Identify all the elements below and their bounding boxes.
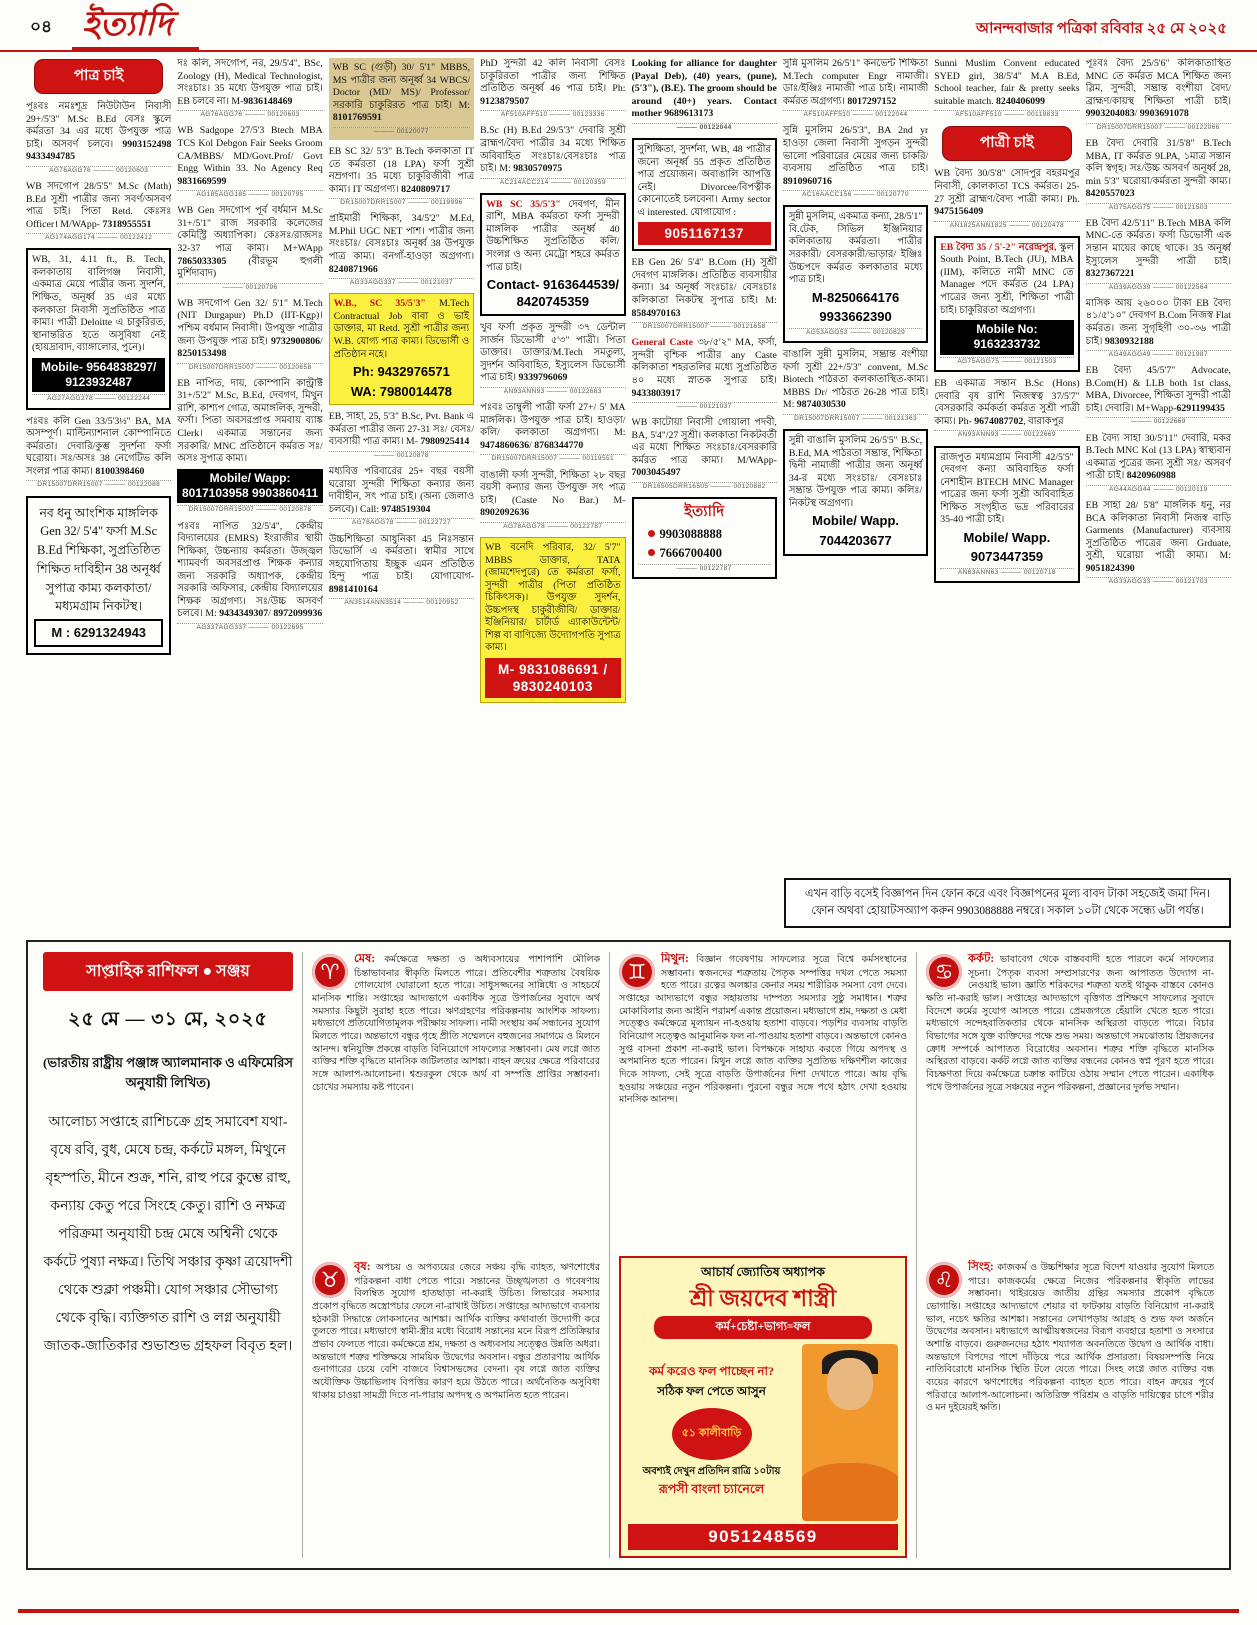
phone-bar: WA: 7980014478 (350, 383, 453, 399)
horoscope-column-1 (302, 952, 609, 1558)
ad-code: DR15007DRR15007 ——— 00119551 (480, 454, 625, 463)
ad-text: WB SC (গুড়ী) 30/ 5'1" MBBS, MS পাত্রীর জন্য অনূর্ধ্ব 34 WBCS/ Doctor (MD/ MS)/ Professor/ সরকারি চাকুরিরত পাত্র চাই। M: 8101769591 (332, 62, 471, 124)
classified-ad (329, 58, 474, 140)
ad-code: DR15007DRR15007 ——— 00120878 (177, 505, 322, 514)
zodiac-name: বৃষ: (354, 1261, 371, 1273)
zodiac-name: মিথুন: (661, 953, 689, 965)
ad-text: EB নাপিত, দায়, কোম্পানি কান্ট্রাক্ট 31+/5'2" M.Sc, B.Ed, দেবগণ, মিথুন রাশি, কাশ্যপ গোত্র, অমাঙ্গলিক, সুন্দরী, ফর্সা। পিতা অবসরপ্রাপ্ত সমবায় ব্যাঙ্ক Clerk। একমাত্র সন্তানের জন্য সরকারি/ MNC প্রতিষ্ঠানে কর্মরত সঃ/অসঃ সুপাত্র কাম্য। (177, 377, 323, 465)
zodiac-name: কর্কট: (968, 953, 995, 965)
zodiac-text: কাজকর্ম ও উচ্চশিক্ষার সূত্রে বিদেশ যাওয়ার সুযোগ মিলতে পারে। কাজকর্মের ক্ষেত্রে নিজের পরিকল্পনার স্বীকৃতি লাভের সম্ভাবনা। থাইরয়েড জাতীয় গ্রন্থির সমস্যার প্রকোপ বৃদ্ধিতে ভোগান্তি। সপ্তাহের আদ্যভাগে শেয়ার বা ফাটকায় বাড়তি বিনিয়োগ না-করাই ভাল, নচেৎ ক্ষতির আশঙ্কা। সন্তানের লেখাপড়ায় আগ্রহ ও শুভ ফল অর্জনে উদ্বেগের অবসান। মধ্যভাগে আত্মীয়স্বজনের বিরূপ ব্যবহারে হতাশা ও সংসারে অশান্তি বাড়বে। গুরুজনদের হঠাৎ শয্যাগত অবনতিতে উদ্বেগ ও আর্থিক বাধা। অন্তভাগে বিপদের পাশে দাঁড়িয়ে পরে আর্থিক প্রসারতা। বিষয়সম্পত্তি নিয়ে নাতিবিরোধে মানসিক স্থিতি টলে যেতে পারে। সিংহ লগ্নে জাত ব্যক্তির বন্ধ ব্যয়ের কারণে ঋণশোধের পরিকল্পনা ব্যাহত হতে পারে। বাহন ক্রয়ের পূর্বে পরিবারে আলাপ-আলোচনা। অতিরিক্ত পরিশ্রম ও বাড়তি দায়িত্বের চাপে শরীর ও মন দুইয়েরই ক্ষতি। (926, 1263, 1214, 1414)
phone-bar: M : 6291324943 (34, 619, 163, 647)
ad-text: বাঙালী ফর্সা সুন্দরী, শিক্ষিতা ২৮ বছর বয়সী কন্যার জন্য উপযুক্ত সৎ পাত্র চাই। (Caste No Bar.) M- 8902092636 (480, 469, 626, 519)
astrologer-name: শ্রী জয়দেব শাস্ত্রী (689, 1286, 837, 1311)
ad-code: AG33AGG337 ——— 00121037 (329, 278, 474, 287)
zodiac-name: সিংহ: (968, 1261, 994, 1273)
page-number: ০৪ (30, 17, 53, 36)
ad-text: EB বৈদ্য 42/5'11" B.Tech MBA কলি MNC-তে কর্মরত। ফর্সা ডিভোর্সী এক সন্তান মায়ের কাছে থাকে। 35 অনূর্ধ্ব ইস্যুলেস সুন্দরী পাত্রী চাই। 8327367221 (1085, 217, 1231, 280)
classified-ad (1086, 58, 1231, 132)
astrologer-pitch-2: সঠিক ফল পেতে আসুন (657, 1383, 766, 1398)
ad-code: DR15007DRR15007 ——— 00122088 (26, 480, 171, 489)
bullet-icon (648, 549, 655, 556)
ad-code: DR16505DRR16505 ——— 00120882 (632, 482, 777, 491)
ad-text: WB Gen সদগোপ পূর্ব বর্ধমান M.Sc 31+/5'1" রাজ সরকারি কলেজের কেমিস্ট্রি অধ্যাপিকা। কেঃসঃ/রাজসঃ 32-37 পাত্র কাম্য। M+WApp 7865033305 (বীরভূম হুগলী মুর্শিদাবাদ) (177, 205, 323, 280)
classified-ad (632, 417, 777, 491)
ad-text: খুব ফর্সা প্রকৃত সুন্দরী ৩৭ ডেন্টাল সার্জন ডিভোর্সী ৫'৩" পাত্রী। পিতা ডাক্তার। ডাক্তার/M.Tech সমতুল্য, সুদর্শন অবিবাহিত, ইস্যুলেস ডিভোর্সী পাত্র চাই। 9339796069 (480, 322, 626, 384)
horoscope-note: (ভারতীয় রাষ্ট্রীয় পঞ্জাঙ্গ অ্যালমানাক ও এফিমেরিস অনুযায়ী লিখিত) (43, 1055, 293, 1091)
classified-ad (177, 298, 322, 372)
zodiac-icon: ♋ (926, 954, 962, 990)
classified-ad (480, 193, 625, 316)
classified-column (783, 58, 928, 930)
ad-code: ——— 00121037 (632, 402, 777, 411)
ad-code: AG49AGG49 ——— 00121987 (1086, 350, 1231, 359)
zodiac-text: বিজ্ঞান গবেষণায় সাফল্যের সূত্রে বিশ্বে কর্মসংস্থানের সম্ভাবনা। স্বজনদের শত্রুতায় পৈতৃক সম্পত্তির দখল পেতে সমস্যা হতে পারে। রত্নের অলঙ্কার কেনার সময় শারীরিক সমস্যা বেগ দেবে। সপ্তাহের আদ্যভাগে বন্ধুর সহায়তায় দাম্পত্য সমস্যার সুষ্ঠু সমাধান। শত্রুর মোকাবিলার জন্য আইনি পরামর্শ একান্ত প্রয়োজন। মধ্যভাগে শ্রম, দক্ষতা ও মেধা সত্ত্বেও কর্মক্ষেত্রে মূল্যায়ন না-হওয়ায় হতাশা বাড়বে। পড়শির ব্যবসায় বাড়তি বিনিয়োগ সত্ত্বেও আনুমানিক ফল না-পাওয়ায় হতাশা বাড়বে। অন্তভাগে কোনও সুপ্ত বাসনা প্রকাশ না-করাই ভাল। বিপক্ষকে সাহায্য করতে গিয়ে অপদস্থ ও অপমানিত হতে পারেন। মিথুন লগ্নে জাত ব্যক্তির সুপ্রতিভ দক্ষিণশীল কাজের দিকে সাফল্য, সেই সূত্রে বাড়তি উপার্জনের দিশা দেখাতে পারে। আয় বৃদ্ধি হওয়ায় সঞ্চয়ের নতুন পরিকল্পনা। পুরনো বন্ধুর সঙ্গে পথে হঠাৎ দেখা হওয়ায় মানসিক আনন্দ। (619, 955, 907, 1106)
ad-text: EB, সাহা, 25, 5'3" B.Sc, Pvt. Bank এ কর্মরতা পাত্রীর জন্য 27-31 সঃ/ বেসঃ/ ব্যবসায়ী পাত্র কাম্য। M- 7980925414 (328, 411, 475, 448)
ad-code: DR15007DRR15007 ——— 00122066 (1086, 123, 1231, 132)
ad-text: দেবগণ, মীন রাশি, MBA কর্মরতা ফর্সা সুন্দরী মাঙ্গলিক পাত্রীর অনূর্ধ্ব 40 উচ্চশিক্ষিত সুপ্রতিষ্ঠিত কলি/ সংলগ্ন ও অন্য মেট্রো শহরে কর্মরত পাত্র চাই। (486, 198, 620, 273)
ad-code: AG185AGG185 ——— 00120795 (177, 190, 322, 199)
ad-code: DR15007DRR15007 ——— 00121658 (632, 322, 777, 331)
classified-ad (177, 521, 322, 633)
zodiac-name: মেষ: (354, 953, 376, 965)
classified-ad (177, 125, 322, 199)
classified-column (329, 58, 474, 930)
phone-bar: 7044203677 (819, 532, 892, 548)
bottom-rule (18, 1609, 1239, 1613)
ad-code: AG76AGG76 ——— 00120603 (26, 166, 171, 175)
classified-ad (329, 534, 474, 608)
photo-face-shape (827, 1358, 873, 1410)
horoscope-intro-column (34, 952, 302, 1558)
ad-text: সুন্নী মুসলিম, একমাত্র কন্যা, 28/5'1" বি.টেক, সিভিল ইঞ্জিনিয়ার কলিকাতায় কর্মরতা। পাত্রীর সরকারী/ বেসরকারী/ভাড়ার/ ইঞ্জিঃ উচ্চপদে কর্মরত কলকাতার মধ্যে পাত্র চাই। (788, 211, 923, 286)
notice-box: এখন বাড়ি বসেই বিজ্ঞাপন দিন ফোন করে এবং বিজ্ঞাপনের মূল্য বাবদ টাকা সহজেই জমা দিন। ফোন অথবা হোয়াটসঅ্যাপ করুন 9903088888 নম্বরে। সকাল ১০টা থেকে সন্ধ্যে ৬টা পর্যন্ত। (784, 878, 1231, 928)
ad-code: AN93ANN93 ——— 00122663 (480, 387, 625, 396)
phone-bar: 9933662390 (819, 309, 892, 325)
section-header-groom: পাত্র চাই (34, 59, 163, 94)
ad-text: পঃবঃ নাপিত 32/5'4", কেন্দ্রীয় বিদ্যালয়ের (EMRS) ইংরাজীর স্থায়ী শিক্ষিকা, উচ্চন্যায় কর্মরতা। উজ্জ্বল শ্যামবর্ণা অবসরপ্রাপ্ত শিক্ষক কন্যার জন্য সরকারি অধ্যাপক, কেন্দ্রীয় সরকারি অফিসার, কেন্দ্রীয় বিদ্যালয়ের শিক্ষক অগ্রগণ্য। সঃ/উচ্চ অসবর্ণ চলবে। M: 9434349307/ 8972099936 (177, 520, 323, 620)
classified-ad (783, 205, 928, 343)
ad-code: AG76AGG76 ——— 00120603 (177, 110, 322, 119)
ad-text: সুন্নি মুসলিম 26/5'3", BA 2nd yr হাওড়া জেলা নিবাসী সুগড়ন সুন্দরী ভালো পরিবারের মেয়ের জন্য চাকরি/ব্যবসায় প্রতিষ্ঠিত পাত্র চাই। 8910960716 (782, 125, 929, 187)
ad-text: EB Gen 26/ 5'4" B.Com (H) সুশ্রী দেবগণ মাঙ্গলিক। প্রতিষ্ঠিত ব্যবসায়ীর কন্যা। 34 অনূর্ধ্ব সংঃচাঃ/ বেসঃচাঃ কলিকাতা নিকটস্থ সুপাত্র চাই। M: 8584970163 (631, 257, 777, 319)
classified-column (177, 58, 322, 930)
phone-bar: Ph: 9432976571 (353, 364, 450, 380)
horoscope-section (26, 940, 1231, 1570)
classified-ad (480, 322, 625, 396)
ad-text: দঃ কলি, সদগোপ, নর, 29/5'4", BSc, Zoology (H), Medical Technologist, সংঃচাঃ। 35 মধ্যে উপযুক্ত পাত্র চাই। EB চলবে না। M-9836148469 (177, 58, 323, 107)
horoscope-date-range: ২৫ মে — ৩১ মে, ২০২৫ (68, 1009, 268, 1030)
classified-ad (480, 537, 625, 703)
classified-ad (934, 378, 1079, 439)
ad-code: AG174AGG174 ——— 00122412 (26, 233, 171, 242)
classifieds-section (26, 58, 1231, 930)
classified-ad (26, 496, 171, 655)
ad-code: ——— 00120796 (177, 283, 322, 292)
phone-bar: M-8250664176 (811, 289, 900, 305)
ad-lead: WB SC 35/5'3" (486, 198, 561, 210)
contact-number: 7666700400 (648, 545, 771, 561)
classified-ad (1086, 218, 1231, 292)
ad-code: AN63ANN63 ——— 00120718 (940, 568, 1073, 577)
ad-text: EB একমাত্র সন্তান B.Sc (Hons) দেবারি বৃষ রাশি নিজস্বত্ব 37/5'7" বেসরকারি কর্মকর্তা কর্মরত সুশ্রী পাত্রী কাম্য। Ph- 9674087702, বারাকপুর (934, 378, 1080, 427)
ad-code: AG27AGG278 ——— 00122244 (32, 394, 165, 403)
classified-ad (783, 349, 928, 423)
ad-code: AN93ANN93 ——— 00122669 (934, 430, 1079, 439)
zodiac-icon: ♊ (619, 954, 655, 990)
horoscope-column-2 (609, 952, 916, 1558)
classified-ad (480, 58, 625, 119)
ad-text: EB সাহা 28/ 5'8" মাঙ্গলিক ধনু, নর BCA কলিকাতা নিবাসী নিজস্ব বাড়ি Garments (Manufacturer) ব্যবসায় সুপ্রতিষ্ঠিত পাত্রের জন্য Grduate, সুশ্রী, ঘরোয়া পাত্রী কাম্য। M: 9051824390 (1085, 500, 1231, 574)
ad-text: WB বৈদ্য 30/5'8" সোদপুর বহরমপুর নিবাসী, কোলকাতা TCS কর্মরত। 25-27 সুশ্রী ব্রাহ্মণ/বৈদ্য পাত্রী কাম্য। Ph. 9475156409 (934, 168, 1080, 218)
ad-code: ——— 00122044 (632, 123, 777, 132)
classified-ad (26, 101, 171, 175)
classified-ad (1086, 500, 1231, 587)
section-title: ইত্যাদি (72, 8, 199, 50)
phone-bar: M- 9831086691 / 9830240103 (485, 658, 620, 699)
ad-text: বাঙালি সুন্নী মুসলিম, সম্ভ্রান্ত বংশীয়া ফর্সা সুশ্রী 22+/5'3" convent, M.Sc Biotech পাঠরতা কলকাতাস্থিত-কাম্য। MBBS Dr/ পাঠরত 26-28 পাত্র চাই। M: 9874030530 (782, 349, 929, 411)
ad-code: DR15007DRR15007 ——— 00121363 (783, 414, 928, 423)
astrologer-ad (619, 1256, 907, 1558)
classified-ad (783, 58, 928, 119)
ad-text: মধ্যবিত্ত পরিবারের 25+ বছর বয়সী ঘরোয়া সুন্দরী শিক্ষিতা কন্যার জন্য দাবীহীন, সৎ পাত্র চাই। (অন্য জেলাও চলবে)। Call: 9748519304 (328, 466, 475, 515)
classified-ad (26, 416, 171, 490)
ad-text: EB বৈদ্য সাহা 30/5'11" দেবারি, মকর B.Tech MNC Kol (13 LPA) স্বাস্থ্যবান একমাত্র পুত্রের জন্য সুশ্রী সঃ/ অসবর্ণ পাত্রী চাই। 8420960988 (1085, 432, 1231, 482)
ad-text: ৩৮/৫'২" MA, ফর্সা, সুন্দরী বৃশ্চিক পাত্রীর any Caste কলিকাতা শহরতলির মধ্যে সুপ্রতিষ্ঠিত ৪০ মধ্যে স্নাতক সুপাত্র চাই। 9433803917 (631, 337, 777, 399)
classified-ad (632, 257, 777, 331)
classified-ad (632, 337, 777, 411)
ad-code: AG78AGG78 ——— 00122787 (480, 522, 625, 531)
classified-ad (632, 138, 777, 251)
ad-code: AG337AGG337 ——— 00122695 (177, 623, 322, 632)
phone-bar: Mobile No: 9163233732 (940, 320, 1073, 355)
ad-text: PhD সুন্দরী 42 কলি নিবাসী বেসঃ চাকুরিরতা পাত্রীর জন্য শিক্ষিত প্রতিষ্ঠিত অনূর্ধ্ব 46 পাত্র চাই। Ph: 9123879507 (480, 58, 626, 107)
astrologer-formula: কর্ম+চেষ্টা+ভাগ্য=ফল (654, 1316, 873, 1339)
zodiac-text: কর্মক্ষেত্রে দক্ষতা ও অধ্যবসায়ের পাশাপাশি মৌলিক চিন্তাভাবনার স্বীকৃতি মিলতে পারে। প্রতিবেশীর শত্রুতায় বৈষয়িক গোলযোগ ঘোরালো হতে পারে। সাধুসজ্জনের সান্নিধ্যে ও সাহচর্যে মানসিক শান্তি। সপ্তাহের আদ্যভাগে একাধিক সূত্রে উপার্জনের সুবাদে অর্থ সমস্যার কিছুটা সুরাহা হতে পারে। ঋণগ্রহণের পরিকল্পনায় আংশিক সাফল্য। মধ্যভাগে প্রতিযোগিতামূলক পরীক্ষায় সাফল্য। নামী সংস্থায় কর্ম সন্ধানের সুযোগ মিলতে পারে। অন্তভাগে বন্ধুর গৃহে প্রীতি সম্মেলনে বহুজনের সমাগমে ও মিলনে আনন্দ। স্বনিযুক্তি প্রকল্পে বাড়তি বিনিয়োগে সাফল্যের সম্ভাবনা। মেষ লগ্নে জাত ব্যক্তির শক্তি বৃদ্ধিতে মানসিক জটিলতার আশঙ্কা। বাহন ক্রয়ের ক্ষেত্রে পরিবারের সঙ্গে আলাপ-আলোচনা। শ্বশুরকুল থেকে অর্থ বা সম্পত্তি প্রাপ্তির সম্ভাবনা। চোখের সমস্যায় কষ্ট পাবেন। (312, 955, 600, 1093)
ad-lead: General Caste (631, 337, 693, 349)
classified-ad (329, 411, 474, 460)
phone-bar: Mobile/ Wapp. (812, 513, 900, 529)
ad-text: EB SC 32/ 5'3" B.Tech কলকাতা IT তে কর্মরতা (18 LPA) ফর্সা সুশ্রী নম্রগণা। 35 মধ্যে চাকুরিজীবী পাত্র কাম্য। IT অগ্রগণ্য। 8240809717 (328, 145, 475, 195)
ad-code: AF510AFF510 ——— 00119833 (934, 110, 1079, 119)
classified-ad (177, 205, 322, 292)
ad-code: AG33AGG33 ——— 00121703 (1086, 577, 1231, 586)
ad-code: AN1825ANN1825 ——— 00120478 (934, 221, 1079, 230)
ad-text: WB বনেদি পরিবার, 32/ 5'7" MBBS ডাক্তার, TATA (জামশেদপুরে) তে কর্মরতা ফর্সা, সুন্দরী পাত্রীর (পিতা প্রতিষ্ঠিত চিকিৎসক)। উপযুক্ত সুদর্শন, উচ্চপদস্থ চাকুরীজীবি/ ডাক্তার/ ইঞ্জিনিয়ার/ চার্টার্ড এ্যাকাউন্টেন্ট/ শিল্প বা বাণিজ্যে উদ্যোগপতি সুপাত্র কাম্য। (485, 542, 621, 654)
bullet-icon (648, 530, 655, 537)
classified-column (480, 58, 625, 930)
astrologer-watch-note: অবশ্যই দেখুন প্রতিদিন রাত্রি ১০টায় (642, 1465, 781, 1477)
ad-code: AG39AGG39 ——— 00122564 (1086, 283, 1231, 292)
astrologer-photo (802, 1344, 898, 1521)
classified-ad (177, 378, 322, 515)
contact-number: 9903088888 (648, 526, 771, 542)
ad-code: DR15007DRR15007 ——— 00120658 (177, 363, 322, 372)
astrologer-phone: 9051248569 (628, 1524, 898, 1550)
classified-columns (26, 58, 1231, 930)
classified-column (632, 58, 777, 930)
ad-text: মাসিক আয় ২৬০০০ টাকা EB বৈদ্য ৪১/৫'১০" দেবগণ B.Com নিজস্ব Flat কর্মরত। জন্য সুগৃহিণী ৩০-৩৬ পাত্রী চাই। 9830932188 (1085, 297, 1231, 347)
ad-code: AF510AFF510 ——— 00122044 (783, 110, 928, 119)
zodiac-entry-gemini (619, 952, 907, 1246)
classified-column (1086, 58, 1231, 930)
phone-bar: 9051167137 (638, 222, 771, 245)
ad-lead: EB বৈদ্য 35 / 5'-2" নরেন্দ্রপুর, (940, 241, 1057, 253)
ad-text: WB সদগোপ Gen 32/ 5'1" M.Tech (NIT Durgapur) Ph.D (IIT-Kgp)। পশ্চিম বর্ধমান নিবাসী। উপযুক্ত পাত্রীর জন্য উপযুক্ত পাত্র চাই। 9732900806/ 8250153498 (177, 297, 323, 360)
ad-text: উচ্চশিক্ষিতা আধুনিকা 45 নিঃসন্তান ডিভোর্সি এ কর্মরতা। স্বামীর সাথে সহযোগিতায় ইচ্ছুক এমন প্রতিষ্ঠিত হিন্দু পাত্র চাই। যোগাযোগ- 8981410164 (328, 533, 475, 595)
classified-column (934, 58, 1079, 930)
ad-text: M.Tech Contractual Job বাবা ও ভাই ডাক্তার, মা Retd. সুশ্রী পাত্রীর জন্য W.B. যোগ্য পাত্র কাম্য। ডিভোর্সী ও প্রতিষ্ঠান নহে। (333, 298, 470, 360)
classified-ad (1086, 298, 1231, 359)
ad-code: AG53AGG53 ——— 00120829 (789, 328, 922, 337)
section-header-bride: পাত্রী চাই (942, 126, 1071, 161)
ad-text: WB Sadgope 27/5'3 Btech MBA TCS Kol Debgon Fair Seeks Groom CA/MBBS/ MD/Govt.Prof/ Govt Engg Within 33. No Agency Req 9831669599 (177, 125, 323, 187)
ad-code: ——— 00120077 (333, 127, 470, 136)
ad-text: সুন্নী বাঙালি মুসলিম 26/5'5" B.Sc, B.Ed, MA পাঠরতা সম্ভ্রান্ত, শিক্ষিতা দ্বিনী নামাজী পাত্রীর জন্য অনূর্ধ্ব 34-র মধ্যে সংঃচাঃ/ বেসঃচাঃ সম্ভ্রান্ত উপযুক্ত পাত্র কাম্য। কলিঃ/ নিকটস্থ অগ্রগণ্য। (788, 435, 923, 509)
classified-ad (934, 168, 1079, 229)
ad-text: EB বৈদ্য দেবারি 31/5'8" B.Tech MBA, IT কর্মরত 9LPA, ১মাত্র সন্তান কলি স্বগৃহ। সঃ/উচ্চ অসবর্ণ অনূর্ধ্ব 28, min 5'3" ঘরোয়া/কর্মরতা সুন্দরী কাম্য। 8420557023 (1085, 137, 1231, 200)
classified-ad (1086, 433, 1231, 494)
classified-ad (329, 146, 474, 207)
astrologer-pitch: কর্ম করেও ফল পাচ্ছেন না? (648, 1364, 775, 1379)
ad-text: WB কাটোয়া নিবাসী গোয়ালা পদবী, BA, 5'4"/27 সুশ্রী। কলকাতা নিকটবর্তী এর মধ্যে শিক্ষিত সংঃচাঃ/বেসরকারি কর্মরত পাত্র কাম্য। M/WApp-7003045497 (631, 417, 777, 479)
classified-ad (26, 181, 171, 242)
ad-code: AF510AFF510 ——— 00123336 (480, 110, 625, 119)
ad-code: AG75AGG75 ——— 00121503 (1086, 203, 1231, 212)
zodiac-entry-taurus (312, 1260, 600, 1558)
classified-ad (480, 402, 625, 463)
horoscope-intro: আলোচ্য সপ্তাহে রাশিচক্রে গ্রহ সমাবেশ যথা-বৃষে রবি, বুধ, মেষে চন্দ্র, কর্কটে মঙ্গল, মিথুনে বৃহস্পতি, মীনে শুক্র, শনি, রাহু পরে কুম্ভে রাহু, কন্যায় কেতু পরে সিংহে কেতু। রাশি ও নক্ষত্র পরিক্রমা অনুযায়ী চন্দ্র মেষে অশ্বিনী থেকে কর্কটে পুষ্যা নক্ষত্র। তিথি সঞ্চার কৃষ্ণা ত্রয়োদশী থেকে শুক্লা পঞ্চমী। যোগ সঞ্চার সৌভাগ্য থেকে বৃদ্ধি। ব্যক্তিগত রাশি ও লগ্ন অনুযায়ী জাতক-জাতিকার শুভাশুভ গ্রহফল বিবৃত হল। (43, 1115, 293, 1355)
classified-column (26, 58, 171, 930)
masthead: আনন্দবাজার পত্রিকা রবিবার ২৫ মে ২০২৫ (975, 21, 1227, 37)
classified-ad (329, 213, 474, 287)
horoscope-title: সাপ্ত়াহিক রাশিফল ● সঞ্জয় (43, 952, 293, 991)
classified-ad (1086, 138, 1231, 212)
classified-ad (934, 236, 1079, 372)
page-header (0, 0, 1257, 52)
ad-text: পূঃবঃ নমঃশূদ্র নিউটাউন নিবাসী 29+/5'3" M.Sc B.Ed বেসঃ স্কুলে কর্মরতা 34 এর মধ্যে উপযুক্ত পাত্র চাই। অসবর্ণ চলবে। 9903152498 9433494785 (26, 101, 172, 163)
ad-text: স্কুল South Point, B.Tech (JU), MBA (IIM), কলিতে নামী MNC তে Manager পদে কর্মরত (24 LPA) পাত্রের জন্য সুশ্রী, শিক্ষিতা পাত্রী চাই। চাকুরিরতা অগ্রগণ্য। (940, 241, 1074, 316)
ad-code: AC16AACC156 ——— 00120770 (783, 190, 928, 199)
zodiac-icon: ♉ (312, 1262, 348, 1298)
zodiac-icon: ♈ (312, 954, 348, 990)
ad-text: পঃবঃ কলি Gen 33/5'3½" BA, MA অসম্পূর্ণ। মাল্টিন্যাশনাল কোম্পানিতে কর্মরতা। দেবারি/কুম্ভ সুদর্শনা ফর্সা ঘরোয়া। সঃ/অসঃ 38 নেগেটিভ কলি সংলগ্ন পাত্র কাম্য। 8100398460 (26, 415, 172, 477)
ad-text: পূঃবঃ বৈদ্য 25/5'6" কলিকাতাস্থিত MNC তে কর্মরত MCA শিক্ষিত জন্য স্লিম, সুন্দরী, সম্ভ্রান্ত বংশীয়া বৈদ্য/ব্রাহ্মণ/কায়স্থ শিক্ষিতা পাত্রী চাই। 9903204083/ 9903691078 (1085, 58, 1231, 120)
horoscope-column-3 (916, 952, 1223, 1558)
classified-ad (934, 446, 1079, 584)
ad-code: AG78AGG78 ——— 00122727 (329, 518, 474, 527)
classified-ad (632, 58, 777, 132)
ad-text: পঃবঃ তাম্বুলী পাত্রী ফর্সা 27+/ 5' MA মাঙ্গলিক। উপযুক্ত পাত্র চাই। হাওড়া/ কলি/ কলকাতা অগ্রগণ্য। M: 9474860636/ 8768344770 (480, 402, 626, 451)
ad-code: AN3514ANN3514 ——— 00120952 (329, 598, 474, 607)
ad-code: DR15007DRR15007 ——— 00119996 (329, 198, 474, 207)
photo-body-shape (802, 1463, 898, 1521)
zodiac-entry-cancer (926, 952, 1214, 1250)
ad-code: ——— 00120878 (329, 451, 474, 460)
zodiac-entry-aries (312, 952, 600, 1250)
phone-bar: 9073447359 (970, 549, 1044, 565)
ad-code: AG44AGG44 ——— 00120119 (1086, 485, 1231, 494)
ad-code: ——— 00122787 (638, 564, 771, 573)
classified-ad (26, 248, 171, 409)
classified-ad (480, 470, 625, 531)
ad-text: Looking for alliance for daughter (Payal Deb), (40) years, (pune), (5'3"), (B.E). The groom should be around (40+) years. Contact mother 9689613173 (631, 58, 777, 120)
zodiac-icon: ♌ (926, 1262, 962, 1298)
astrologer-badge: ৫১ কালীবাড়ি (672, 1408, 752, 1460)
ad-title: ইত্যাদি (684, 504, 725, 521)
astrologer-channel: রূপসী বাংলা চ্যানেলে (658, 1481, 765, 1496)
classified-ad (783, 429, 928, 555)
astrologer-ad-body (628, 1344, 898, 1521)
astrologer-heading: আচার্য জ্যোতিষ অধ্যাপক (700, 1265, 826, 1279)
phone-bar: Mobile/ Wapp. (963, 529, 1051, 545)
ad-code: AC214ACC214 ——— 00120359 (480, 178, 625, 187)
zodiac-text: অপচয় ও অপব্যয়ের জেরে সঞ্চয় বৃদ্ধি ব্যাহত, ঋণশোধের পরিকল্পনা বাধা পেতে পারে। সন্তানের উচ্ছৃঙ্খলতা ও গবেষণায় বিলম্বিত সুযোগ হাতছাড়া না-করাই উচিত। লিভারের সমস্যার প্রকোপ বৃদ্ধিতে অস্ত্রোপচার ফেলে না-রাখাই উচিত। সপ্তাহের আদ্যভাগে ব্যবসায় হঠকারী সিদ্ধান্তে লোকসানের আশঙ্কা। আর্থিক ব্যক্তির কথাবার্তা উদ্যোগী করে তুলতে পারে। মধ্যভাগে স্বামী-স্ত্রীর মধ্যে বিরোধ সন্তানের মনে বিরূপ প্রতিক্রিয়ার প্রভাব ফেলতে পারে। কর্মক্ষেত্রে শ্রম, দক্ষতা ও অধ্যবসায় সত্ত্বেও উন্নতি অধরা। অন্তভাগে শত্রুর শক্তিক্ষয়ে সাময়িক উদ্বেগের অবসান। বন্ধুর প্রতারণায় আর্থিক গুনাগারের চেয়ে বেশি বাজবে বিশ্বাসভঙ্গের বেদনা। বৃষ লগ্নে জাত ব্যক্তির অযৌক্তিক উচ্চাভিলাষ বিপত্তির কারণ হয়ে উঠতে পারে। অর্থনৈতিক অসুবিধা থাকায় চাওয়া সামগ্রী দিতে না-পারায় অপদস্থ ও অপমানিত হতে পারেন। (312, 1263, 600, 1401)
classified-ad (1086, 365, 1231, 426)
classified-ad (329, 293, 474, 405)
ad-text: সুশিক্ষিতা, সুদর্শনা, WB, 48 পাত্রীর জন্যে অনূর্ধ্ব 55 প্রকৃত প্রতিষ্ঠিত পাত্র প্রয়োজন। অবাঙালি আপত্তি নেই। Divorcee/বিপত্নীক কোনোতেই চলবেনা। Army sector এ interested. যোগাযোগ : (637, 143, 771, 218)
phone-bar: Mobile/ Wapp: 8017103958 9903860411 (177, 469, 322, 504)
zodiac-text: ভাবাবেগ থেকে বাস্তববাদী হতে পারলে কর্মে সাফল্যের সূচনা। পৈতৃক ব্যবসা সম্প্রসারণের জন্য আপাতত উদ্যোগ না-নেওয়াই ভাল। জ্ঞাতি শরিকদের শত্রুতা যতই থাকুক বাস্তবে কোনও ক্ষতি না-করাই ভাল। সপ্তাহের আদ্যভাগে বৃত্তিগত প্রশিক্ষণে সাফল্যের সুবাদে বিদেশে কর্মের সুযোগ আসতে পারে। প্রেমজগতে হেঁয়ালি খেতে হতে পারে। মধ্যভাগে সন্দেহবাতিকতার থেকে মানসিক অস্থিরতা বাড়তে পারে। বিচার বিভাগের সঙ্গে যুক্ত ব্যক্তিদের পক্ষে শুভ সময়। অন্তভাগে সমঝোতায় প্রিয়জনের ক্রোধ সম্পর্কে আপাতত বিরোধের অবসান। শত্রুর শক্তি বৃদ্ধিতে মানসিক অস্থিরতা বাড়বে। কর্কট লগ্নে জাত ব্যক্তির বন্ধনের কোনও স্বপ্ন পূরণ হতে পারে। বিচক্ষণতা দিয়ে কর্মক্ষেত্রে চক্রান্ত কাটিয়ে ওঠায় সম্মান পেতে পারেন। একাধিক পথে উপার্জনের সূত্রে সঞ্চয়ের নতুন পরিকল্পনা, প্রজ্ঞানের দুর্লভ সম্মান। (926, 955, 1214, 1093)
ad-text: নব ধনু আংশিক মাঙ্গলিক Gen 32/ 5'4" ফর্সা M.Sc B.Ed শিক্ষিকা, সুপ্রতিষ্ঠিত শিক্ষিত দাবিহীন 38 অনূর্ধ্ব সুপাত্র কাম্য কলকাতা/ মধ্যমগ্রাম নিকটস্থ। (36, 505, 161, 614)
astrologer-ad-text (628, 1344, 795, 1521)
ad-text: EB বৈদ্য 45/5'7" Advocate, B.Com(H) & LLB both 1st class, MBA, Divorcee, শিক্ষিতা সুন্দরী পাত্রী চাই। দেবারি। M+Wapp-6291199435 (1085, 365, 1231, 414)
ad-text: সুন্নি মুসলিম 26/5'1" কনভেন্ট শিক্ষিতা M.Tech computer Engr নামাজী। ডাঃ/ইঞ্জিঃ নামাজী পাত্র চাই। নামাজী কর্মরত অগ্রগণ্য। 8017297152 (782, 58, 929, 107)
ad-text: Sunni Muslim Convent educated SYED girl, 38/5'4" M.A B.Ed, School teacher, fair & pretty seeks suitable match. 8240406099 (934, 58, 1080, 107)
classified-ad (934, 58, 1079, 119)
phone-bar: Contact- 9163644539/ 8420745359 (486, 277, 619, 309)
ad-text: প্রাইমারী শিক্ষিকা, 34/5'2" M.Ed, M.Phil UGC NET পাশ। পাত্রীর জন্য সংঃচাঃ/ বেসঃচাঃ অনূর্ধ্ব 38 উপযুক্ত পাত্র কাম্য। বনগাঁ-হাওড়া অগ্রগণ্য। 8240871966 (328, 213, 475, 275)
phone-bar: Mobile- 9564838297/ 9123932487 (32, 358, 165, 393)
zodiac-entry-leo (926, 1260, 1214, 1558)
classified-ad (480, 125, 625, 186)
ad-code: ——— 00122669 (1086, 417, 1231, 426)
ad-text: WB সদগোপ 28/5'5" M.Sc (Math) B.Ed সুশ্রী পাত্রীর জন্য সবর্ণ/অসবর্ণ পাত্র চাই। পিতা Retd. কেঃসঃ Officer। M/WApp- 7318955551 (26, 180, 172, 230)
classified-ad (177, 58, 322, 119)
ad-text: B.Sc (H) B.Ed 29/5'3" দেবারি সুশ্রী ব্রাহ্মণ/বৈদ্য পাত্রীর 34 মধ্যে শিক্ষিত অবিবাহিত সংঃচাঃ/বেসঃচাঃ পাত্র চাই। M: 9830570975 (480, 125, 626, 175)
ad-text: WB, 31, 4.11 ft., B. Tech, কলকাতায় বালিগঞ্জ নিবাসী, একমাত্র মেয়ে পাত্রীর জন্য সুদর্শন, শিক্ষিত, অনূর্ধ্ব 35 এর মধ্যে কলকাতা নিবাসী সুপ্রতিষ্ঠিত পাত্র কাম্য। পাত্রী Deloitte এ চাকুরিরত, স্থানান্তরিত হতে অসুবিধা নেই (হায়দ্রাবাদ, ব্যাঙ্গালোর, পুনে)। (32, 254, 166, 354)
ad-text: রাজপুত মধ্যমগ্রাম নিবাসী 42/5'5" দেবগণ কন্যা অবিবাহিত ফর্সা নেশাহীন BTECH MNC Manager পাত্রের জন্য ফর্সা সুশ্রী অবিবাহিত শিক্ষিত সংগৃহীত ভদ্র পরিবারের 35-40 পাত্রী চাই। (940, 451, 1074, 526)
classified-ad (632, 497, 777, 579)
classified-ad (783, 125, 928, 199)
classified-ad (329, 466, 474, 527)
ad-code: AG75AGG75 ——— 00121503 (940, 357, 1073, 366)
ad-lead: W.B., SC 35/5'3" (333, 298, 426, 310)
